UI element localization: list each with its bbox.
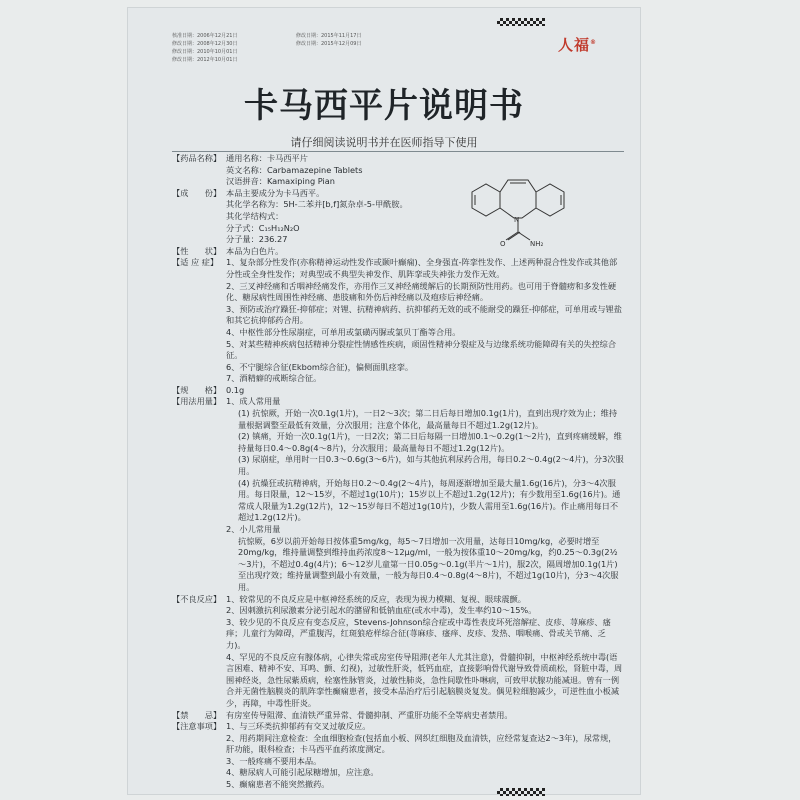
list-item: 1、复杂部分性发作(亦称精神运动性发作或颞叶癫痫)、全身强直-阵挛性发作、上述两种混合性发作或其他部分性或全身性发作；对典型或不典型失神发作、肌阵挛或失神张力发作无效。: [226, 257, 618, 279]
section-label: 【用法用量】: [172, 396, 222, 407]
subheading: 1、成人常用量: [226, 396, 281, 407]
list-item: (3) 尿崩症，单用时一日0.3～0.6g(3～6片)，如与其他抗利尿药合用，每日0.2～0.4g(2～4片)，分3次服用。: [238, 454, 624, 477]
section-label: 【不良反应】: [172, 593, 222, 604]
list-item: (4) 抗燥狂或抗精神病，开始每日0.2～0.4g(2～4片)，每周逐渐增加至最大量1.6g(16片)，分3～4次服用。每日限量，12～15岁，不超过1g(10片)；15岁以上不超过1.2g(12片)；有少数用至1.6g(16片)。通常成人限量为1.2g(12片)，12～15岁每日不超过1g(10片)，少数人需用至1.6g(16片)。作止痛用每日不超过1.2g(12片)。: [238, 477, 621, 523]
text-line: 本品主要成分为卡马西平。: [226, 187, 325, 198]
list-item: 5、癫痫患者不能突然撤药。: [226, 779, 330, 790]
revision-date: 修改日期：2012年10月01日: [172, 57, 238, 63]
leaflet-sheet: [128, 8, 640, 794]
revision-date: 修改日期：2015年11月17日: [296, 33, 362, 39]
registered-mark: ®: [590, 39, 598, 46]
leaflet-body: [172, 150, 624, 791]
section-drug-name: [172, 153, 624, 188]
revision-date: 修改日期：2008年12月30日: [172, 41, 238, 47]
section-label: 【禁 忌】: [172, 709, 222, 720]
perforation-mark-top: [497, 18, 545, 26]
section-label: 【规 格】: [172, 384, 222, 395]
section-composition: [172, 188, 624, 246]
list-item: 4、罕见的不良反应有腺体病，心律失常或房室传导阻滞(老年人尤其注意)，骨髓抑制，中枢神经系统中毒(语言困难、精神不安、耳鸣、颤、幻视)，过敏性肝炎，低钙血症，直接影响骨代谢导致骨质疏松，肾脏中毒，周围神经炎，急性尿紫质病，栓塞性脉管炎，过敏性肺炎，急性间歇性卟啉病，可致甲状腺功能减退。曾有一例合并无菌性脑膜炎的肌阵挛性癫痫患者，接受本品治疗后引起脑膜炎复发。偶见粒细胞减少，可逆性血小板减少，再障，中毒性肝炎。: [226, 651, 623, 708]
text-line: 分子量：236.27: [226, 234, 288, 245]
text-line: 英文名称：Carbamazepine Tablets: [226, 164, 363, 175]
list-item: 2、三叉神经痛和舌咽神经痛发作，亦用作三叉神经痛缓解后的长期预防性用药。也可用于脊髓痨和多发性硬化、糖尿病性周围性神经痛、患肢痛和外伤后神经痛以及疱疹后神经痛。: [226, 280, 617, 303]
structure-atom-o: O: [500, 240, 506, 248]
perforation-mark-bottom: [497, 788, 545, 796]
section-adverse-reactions: [172, 594, 624, 710]
list-item: 3、一般疼痛不要用本品。: [226, 755, 322, 766]
brand-logo: [558, 34, 597, 55]
text-line: 本品为白色片。: [226, 245, 284, 256]
revision-date: 修改日期：2010年10月01日: [172, 49, 238, 55]
page-subtitle: 请仔细阅读说明书并在医师指导下使用: [290, 136, 478, 149]
page-title: 卡马西平片说明书: [244, 86, 524, 126]
list-item: 3、预防或治疗躁狂-抑郁症；对锂、抗精神病药、抗抑郁药无效的或不能耐受的躁狂-抑郁症，可单用或与锂盐和其它抗抑郁药合用。: [226, 303, 622, 326]
list-item: 抗惊厥，6岁以前开始每日按体重5mg/kg，每5～7日增加一次用量，达每日10mg/kg，必要时增至20mg/kg，维持量调整到维持血药浓度8～12μg/ml，一般为按体重10～20mg/kg，约0.25～0.3g(2½～3片)，不超过0.4g(4片)；6～12岁儿童第一日0.05g～0.1g(半片～1片)，服2次，隔周增加0.1g(1片)至出现疗效；维持量调整到最小有效量，一般为每日0.4～0.8g(4～8片)，不超过1g(10片)，分3～4次服用。: [238, 535, 619, 592]
section-contraindications: [172, 710, 624, 722]
list-item: 4、糖尿病人可能引起尿糖增加，应注意。: [226, 767, 379, 778]
section-label: 【适 应 症】: [172, 257, 219, 268]
list-item: 5、对某些精神疾病包括精神分裂症性情感性疾病，顽固性精神分裂症及与边缘系统功能障碍有关的失控综合征。: [226, 338, 617, 361]
list-item: 1、与三环类抗抑郁药有交叉过敏反应。: [226, 721, 371, 732]
section-character: [172, 246, 624, 258]
list-item: (1) 抗惊厥，开始一次0.1g(1片)，一日2～3次；第二日后每日增加0.1g(1片)，直到出现疗效为止；维持量根据调整至最低有效量，分次服用；注意个体化，最高量每日不超过1.2g(12片)。: [238, 408, 618, 430]
text-line: 分子式：C₁₅H₁₂N₂O: [226, 222, 300, 233]
list-item: 2、因刺激抗利尿激素分泌引起水的潴留和低钠血症(或水中毒)，发生率约10～15%。: [226, 605, 537, 616]
list-item: (2) 镇痛，开始一次0.1g(1片)，一日2次；第二日后每隔一日增加0.1～0.2g(1～2片)，直到疼痛缓解，维持量每日0.4～0.8g(4～8片)，分次服用；最高量每日不超过1.2g(12片)。: [238, 431, 622, 453]
section-specification: [172, 385, 624, 397]
list-item: 3、较少见的不良反应有变态反应，Stevens-Johnson综合症或中毒性表皮坏死溶解症、皮疹、荨麻疹、瘙痒；儿童行为障碍，严重腹泻，红斑狼疮样综合征(荨麻疹、瘙痒、皮疹、发热、咽喉痛、骨或关节痛、乏力)。: [226, 616, 611, 650]
text-line: 汉语拼音：Kamaxiping Pian: [226, 176, 335, 187]
text-line: 0.1g: [226, 384, 245, 395]
list-item: 7、酒精癖的戒断综合征。: [226, 373, 322, 384]
list-item: 2、用药期间注意检查：全血细胞检查(包括血小板、网织红细胞及血清铁，应经常复查达2～3年)，尿常规，肝功能，眼科检查；卡马西平血药浓度测定。: [226, 732, 617, 755]
structure-atom-n: N: [514, 216, 520, 224]
structure-group-nh2: NH₂: [530, 240, 544, 248]
section-indications: [172, 257, 624, 385]
divider: [172, 151, 624, 152]
section-dosage: [172, 396, 624, 593]
revision-dates: [172, 32, 406, 64]
subheading: 2、小儿常用量: [226, 524, 281, 534]
text-line: 其化学结构式：: [226, 210, 284, 221]
section-label: 【注意事项】: [172, 721, 222, 732]
section-label: 【成 份】: [172, 187, 222, 198]
section-precautions: [172, 721, 624, 791]
text-line: 通用名称：卡马西平片: [226, 153, 308, 163]
revision-date: 修改日期：2015年12月09日: [296, 41, 362, 47]
brand-logo-text: 人福: [558, 36, 591, 54]
revision-date: 核准日期：2006年12月21日: [172, 33, 238, 39]
section-label: 【药品名称】: [172, 153, 222, 163]
list-item: 6、不宁腿综合征(Ekbom综合征)，偏侧面肌痉挛。: [226, 361, 414, 372]
list-item: 1、较常见的不良反应是中枢神经系统的反应，表现为视力模糊、复视、眼球震颤。: [226, 593, 526, 604]
text-line: 其化学名称为：5H-二苯并[b,f]氮杂卓-5-甲酰胺。: [226, 199, 408, 210]
list-item: 4、中枢性部分性尿崩症，可单用或氯磺丙脲或氯贝丁酯等合用。: [226, 326, 461, 337]
text-line: 有房室传导阻滞、血清铁严重异常、骨髓抑制、严重肝功能不全等病史者禁用。: [226, 709, 513, 720]
section-label: 【性 状】: [172, 245, 222, 256]
